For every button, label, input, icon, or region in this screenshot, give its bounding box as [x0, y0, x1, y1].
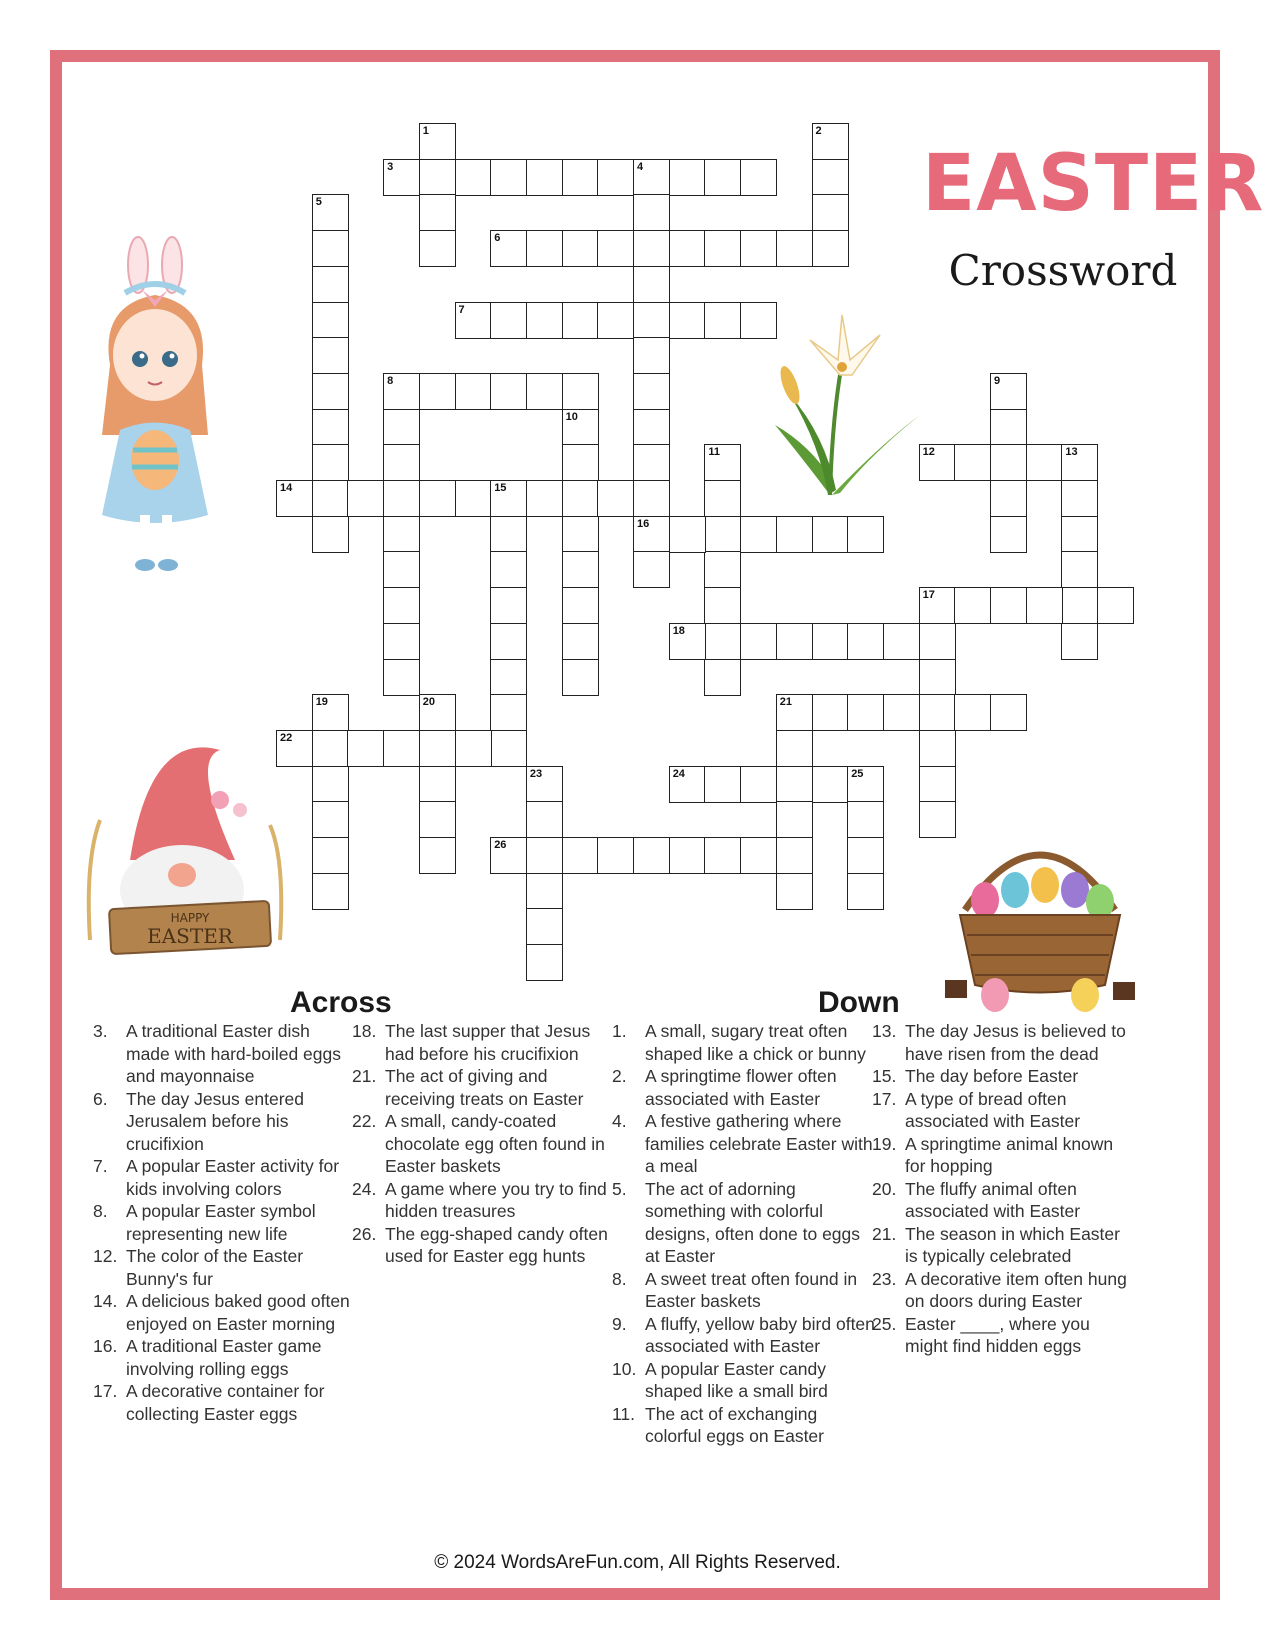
clue-item-text: A popular Easter symbol representing new life: [126, 1201, 316, 1244]
grid-cell[interactable]: [633, 337, 670, 374]
grid-cell[interactable]: [704, 551, 741, 588]
clue-item-number: 26.: [352, 1223, 377, 1244]
clue-item: [872, 1088, 1137, 1133]
grid-cell[interactable]: [490, 730, 527, 767]
grid-cell[interactable]: [704, 302, 741, 339]
clue-item-text: A small, sugary treat often shaped like a chick or bunny: [645, 1021, 866, 1064]
grid-cell[interactable]: [704, 516, 741, 553]
grid-cell[interactable]: [990, 480, 1027, 517]
grid-cell[interactable]: [1061, 551, 1098, 588]
grid-cell[interactable]: [526, 373, 563, 410]
clue-number: 21: [779, 696, 793, 709]
clue-item: [872, 1065, 1137, 1088]
clue-item-number: 14.: [93, 1291, 118, 1311]
grid-cell[interactable]: [383, 409, 420, 446]
clue-number: 15: [494, 482, 507, 494]
grid-cell[interactable]: [562, 551, 599, 588]
clue-item-number: 8.: [612, 1268, 627, 1289]
clue-item-text: The act of adorning something with colorful designs, often done to eggs at Easter: [645, 1178, 861, 1266]
grid-cell[interactable]: [490, 587, 527, 624]
clue-number: 20: [422, 696, 436, 709]
clue-item-number: 12.: [93, 1246, 118, 1266]
page-subtitle: Crossword: [948, 246, 1178, 295]
grid-cell[interactable]: [954, 587, 991, 624]
clue-item-text: The color of the Easter Bunny's fur: [126, 1246, 304, 1289]
clue-item-number: 15.: [872, 1066, 897, 1086]
clue-item-text: The day before Easter: [905, 1066, 1079, 1086]
grid-cell[interactable]: [633, 551, 670, 588]
clue-item-text: A springtime animal known for hopping: [905, 1133, 1114, 1176]
clue-item: [93, 1380, 358, 1425]
clue-number: 14: [280, 482, 293, 494]
grid-cell[interactable]: [847, 623, 884, 660]
grid-cell[interactable]: [597, 837, 634, 874]
clue-item-text: A popular Easter candy shaped like a small bird: [645, 1358, 828, 1401]
clue-item: [93, 1155, 358, 1200]
grid-cell[interactable]: [490, 159, 527, 196]
clue-item-text: A fluffy, yellow baby bird often associated with Easter: [645, 1313, 875, 1356]
clue-item-number: 5.: [612, 1178, 627, 1199]
grid-cell[interactable]: [526, 873, 563, 910]
grid-cell[interactable]: [776, 623, 813, 660]
grid-cell[interactable]: [526, 480, 563, 517]
grid-cell[interactable]: [383, 659, 420, 696]
grid-cell[interactable]: [562, 659, 599, 696]
grid-cell[interactable]: [990, 587, 1027, 624]
grid-cell[interactable]: [312, 337, 349, 374]
grid-cell[interactable]: [919, 730, 956, 767]
grid-cell[interactable]: [1061, 516, 1098, 553]
grid-cell[interactable]: [633, 302, 670, 339]
grid-cell[interactable]: [919, 766, 956, 803]
clue-item: [93, 1290, 358, 1335]
lily-flower-illustration: [770, 305, 920, 500]
grid-cell[interactable]: [847, 801, 884, 838]
grid-cell[interactable]: [526, 230, 563, 267]
grid-cell[interactable]: [490, 694, 527, 731]
clue-item-text: A sweet treat often found in Easter baskets: [645, 1268, 858, 1311]
clue-item-text: The day Jesus is believed to have risen from the dead: [905, 1021, 1126, 1064]
grid-cell[interactable]: [740, 837, 777, 874]
grid-cell[interactable]: [490, 302, 527, 339]
grid-cell[interactable]: [490, 373, 527, 410]
grid-cell[interactable]: [1026, 587, 1063, 624]
clue-item-number: 17.: [872, 1088, 897, 1109]
grid-cell[interactable]: [526, 944, 563, 981]
clue-item-text: The season in which Easter is typically celebrated: [905, 1223, 1120, 1266]
grid-cell[interactable]: [312, 873, 349, 910]
grid-cell[interactable]: [312, 302, 349, 339]
clue-item: [352, 1065, 617, 1110]
grid-cell[interactable]: [776, 730, 813, 767]
grid-cell[interactable]: [419, 159, 456, 196]
clue-item-number: 23.: [872, 1268, 897, 1289]
grid-cell[interactable]: [847, 873, 884, 910]
clue-item-text: A small, candy-coated chocolate egg often found in Easter baskets: [385, 1111, 605, 1176]
grid-cell[interactable]: [419, 230, 456, 267]
grid-cell[interactable]: [812, 694, 849, 731]
clue-item: [352, 1110, 617, 1178]
grid-cell[interactable]: [383, 444, 420, 481]
grid-cell[interactable]: [633, 194, 670, 231]
clue-item: [612, 1313, 877, 1358]
clue-item-number: 6.: [93, 1088, 108, 1109]
clue-item-number: 11.: [612, 1403, 636, 1424]
clue-item-number: 8.: [93, 1201, 108, 1221]
clue-item: [93, 1020, 358, 1088]
grid-cell[interactable]: [776, 801, 813, 838]
grid-cell[interactable]: [490, 659, 527, 696]
grid-cell[interactable]: [312, 480, 349, 517]
grid-cell[interactable]: [669, 837, 706, 874]
grid-cell[interactable]: [562, 623, 599, 660]
grid-cell[interactable]: [704, 659, 741, 696]
clue-item: [612, 1020, 877, 1065]
grid-cell[interactable]: [419, 480, 456, 517]
grid-cell[interactable]: [990, 444, 1027, 481]
down-clues-column-2: [872, 1020, 1137, 1358]
clue-number: 24: [672, 767, 685, 780]
grid-cell[interactable]: [312, 230, 349, 267]
grid-cell[interactable]: [776, 516, 813, 553]
grid-cell[interactable]: [419, 373, 456, 410]
grid-cell[interactable]: [1061, 587, 1098, 624]
grid-cell[interactable]: [562, 230, 599, 267]
grid-cell[interactable]: [383, 730, 420, 767]
grid-cell[interactable]: [526, 302, 563, 339]
clue-item-number: 1.: [612, 1021, 627, 1041]
clue-item: [872, 1133, 1137, 1178]
grid-cell[interactable]: [669, 516, 706, 553]
clue-item: [352, 1020, 617, 1065]
grid-cell[interactable]: [562, 480, 599, 517]
grid-cell[interactable]: [419, 837, 456, 874]
clue-item: [612, 1110, 877, 1178]
grid-cell[interactable]: [1026, 444, 1063, 481]
grid-cell[interactable]: [669, 159, 706, 196]
grid-cell[interactable]: [990, 694, 1027, 731]
grid-cell[interactable]: [347, 730, 384, 767]
grid-cell[interactable]: [526, 801, 563, 838]
grid-cell[interactable]: [562, 373, 599, 410]
grid-cell[interactable]: [740, 230, 777, 267]
grid-cell[interactable]: [704, 480, 741, 517]
clue-item-text: The act of exchanging colorful eggs on Easter: [645, 1403, 824, 1446]
clue-number: 6: [494, 232, 501, 245]
grid-cell[interactable]: [562, 516, 599, 553]
grid-cell[interactable]: [812, 766, 849, 803]
clue-number: 4: [637, 160, 644, 173]
grid-cell[interactable]: [812, 194, 849, 231]
clue-item-text: The act of giving and receiving treats on Easter: [385, 1066, 584, 1109]
grid-cell[interactable]: [1061, 623, 1098, 660]
clue-item: [93, 1088, 358, 1156]
grid-cell[interactable]: [954, 694, 991, 731]
clue-item-text: A springtime flower often associated with Easter: [645, 1066, 837, 1109]
grid-cell[interactable]: [704, 587, 741, 624]
clue-item-text: A festive gathering where families celebrate Easter with a meal: [645, 1111, 873, 1176]
clue-number: 13: [1065, 446, 1078, 459]
grid-cell[interactable]: [312, 766, 349, 803]
clue-item-number: 25.: [872, 1313, 897, 1334]
grid-cell[interactable]: [419, 194, 456, 231]
clue-item: [612, 1403, 877, 1448]
grid-cell[interactable]: [455, 373, 492, 410]
clue-item: [612, 1358, 877, 1403]
grid-cell[interactable]: [633, 837, 670, 874]
clue-item-number: 19.: [872, 1133, 897, 1154]
grid-cell[interactable]: [633, 444, 670, 481]
clue-item-number: 21.: [352, 1066, 377, 1086]
grid-cell[interactable]: [812, 230, 849, 267]
grid-cell[interactable]: [383, 480, 420, 517]
clue-item: [352, 1178, 617, 1223]
clue-item-text: The egg-shaped candy often used for Easter egg hunts: [385, 1223, 608, 1266]
across-clues-column-2: [352, 1020, 617, 1268]
grid-cell[interactable]: [419, 766, 456, 803]
grid-cell[interactable]: [383, 587, 420, 624]
clue-item-number: 20.: [872, 1178, 897, 1199]
grid-cell[interactable]: [740, 623, 777, 660]
grid-cell[interactable]: [919, 659, 956, 696]
grid-cell[interactable]: [312, 801, 349, 838]
clue-item: [872, 1020, 1137, 1065]
clue-item-text: Easter ____, where you might find hidden eggs: [905, 1313, 1090, 1356]
grid-cell[interactable]: [847, 516, 884, 553]
grid-cell[interactable]: [633, 266, 670, 303]
clue-item-number: 17.: [93, 1381, 118, 1401]
clue-number: 11: [708, 446, 721, 459]
bunny-girl-illustration: [90, 235, 220, 585]
clue-number: 26: [494, 839, 507, 851]
clue-item-number: 18.: [352, 1021, 377, 1041]
clue-item-text: A decorative container for collecting Easter eggs: [126, 1381, 325, 1424]
grid-cell[interactable]: [812, 516, 849, 553]
grid-cell[interactable]: [669, 230, 706, 267]
grid-cell[interactable]: [633, 230, 670, 267]
across-heading: Across: [290, 986, 392, 1019]
clue-item-number: 3.: [93, 1021, 108, 1041]
grid-cell[interactable]: [776, 873, 813, 910]
clue-item-number: 9.: [612, 1313, 627, 1334]
clue-number: 16: [637, 517, 650, 530]
clue-item: [872, 1313, 1137, 1358]
grid-cell[interactable]: [455, 730, 492, 767]
gnome-illustration: [70, 740, 305, 960]
grid-cell[interactable]: [847, 694, 884, 731]
down-heading: Down: [818, 986, 900, 1019]
clue-item: [352, 1223, 617, 1268]
grid-cell[interactable]: [883, 694, 920, 731]
clue-item-text: A delicious baked good often enjoyed on Easter morning: [126, 1291, 350, 1334]
grid-cell[interactable]: [347, 480, 384, 517]
grid-cell[interactable]: [383, 516, 420, 553]
grid-cell[interactable]: [562, 159, 599, 196]
grid-cell[interactable]: [669, 302, 706, 339]
svg-text:EASTER: EASTER: [147, 924, 233, 948]
grid-cell[interactable]: [633, 409, 670, 446]
clue-number: 5: [315, 196, 322, 209]
clue-number: 1: [422, 125, 429, 137]
grid-cell[interactable]: [704, 837, 741, 874]
grid-cell[interactable]: [847, 837, 884, 874]
copyright-notice: © 2024 WordsAreFun.com, All Rights Reserved.: [434, 1552, 841, 1573]
clue-item-number: 7.: [93, 1156, 108, 1176]
clue-item: [612, 1268, 877, 1313]
grid-cell[interactable]: [812, 623, 849, 660]
grid-cell[interactable]: [526, 908, 563, 945]
clue-number: 3: [387, 160, 394, 173]
grid-cell[interactable]: [990, 409, 1027, 446]
egg-basket-illustration: [935, 820, 1150, 1015]
grid-cell[interactable]: [312, 730, 349, 767]
grid-cell[interactable]: [633, 480, 670, 517]
clue-item: [872, 1223, 1137, 1268]
grid-cell[interactable]: [919, 694, 956, 731]
clue-item-text: The fluffy animal often associated with Easter: [905, 1178, 1081, 1221]
clue-number: 18: [672, 624, 685, 637]
grid-cell[interactable]: [704, 230, 741, 267]
clue-item-text: A traditional Easter dish made with hard-boiled eggs and mayonnaise: [126, 1021, 341, 1086]
clue-number: 12: [922, 446, 935, 459]
clue-item: [93, 1245, 358, 1290]
grid-cell[interactable]: [312, 373, 349, 410]
clue-item-number: 22.: [352, 1111, 377, 1131]
grid-cell[interactable]: [740, 516, 777, 553]
grid-cell[interactable]: [883, 623, 920, 660]
grid-cell[interactable]: [597, 159, 634, 196]
clue-item-text: The day Jesus entered Jerusalem before his crucifixion: [126, 1088, 305, 1154]
clue-item: [612, 1178, 877, 1268]
grid-cell[interactable]: [526, 159, 563, 196]
grid-cell[interactable]: [740, 159, 777, 196]
svg-text:HAPPY: HAPPY: [170, 911, 210, 925]
clue-item-text: A game where you try to find hidden treasures: [385, 1178, 607, 1221]
clue-item-text: A popular Easter activity for kids involving colors: [126, 1156, 340, 1199]
grid-cell[interactable]: [812, 159, 849, 196]
grid-cell[interactable]: [455, 480, 492, 517]
clue-item-number: 10.: [612, 1358, 637, 1379]
grid-cell[interactable]: [597, 480, 634, 517]
grid-cell[interactable]: [312, 516, 349, 553]
clue-number: 10: [565, 410, 578, 423]
grid-cell[interactable]: [990, 516, 1027, 553]
grid-cell[interactable]: [490, 623, 527, 660]
grid-cell[interactable]: [490, 551, 527, 588]
grid-cell[interactable]: [455, 159, 492, 196]
grid-cell[interactable]: [383, 623, 420, 660]
clue-number: 7: [458, 303, 465, 316]
grid-cell[interactable]: [490, 516, 527, 553]
clue-number: 22: [280, 731, 293, 744]
clue-item-text: A traditional Easter game involving rolling eggs: [126, 1336, 322, 1379]
grid-cell[interactable]: [633, 373, 670, 410]
clue-number: 23: [529, 767, 543, 780]
grid-cell[interactable]: [704, 623, 741, 660]
grid-cell[interactable]: [919, 623, 956, 660]
grid-cell[interactable]: [312, 837, 349, 874]
clue-item-number: 13.: [872, 1021, 897, 1041]
clue-item-text: A decorative item often hung on doors during Easter: [905, 1268, 1127, 1311]
grid-cell[interactable]: [1061, 480, 1098, 517]
clue-number: 2: [815, 125, 822, 137]
clue-item-text: The last supper that Jesus had before his crucifixion: [385, 1021, 591, 1064]
grid-cell[interactable]: [776, 837, 813, 874]
clue-number: 25: [851, 767, 864, 780]
grid-cell[interactable]: [776, 230, 813, 267]
clue-number: 8: [387, 374, 394, 387]
grid-cell[interactable]: [312, 266, 349, 303]
grid-cell[interactable]: [526, 837, 563, 874]
clue-item-text: A type of bread often associated with Easter: [905, 1088, 1081, 1131]
grid-cell[interactable]: [562, 587, 599, 624]
page-title: EASTER: [922, 139, 1265, 229]
grid-cell[interactable]: [383, 551, 420, 588]
grid-cell[interactable]: [776, 766, 813, 803]
grid-cell[interactable]: [562, 837, 599, 874]
across-clues-column-1: [93, 1020, 358, 1425]
grid-cell[interactable]: [704, 766, 741, 803]
grid-cell[interactable]: [954, 444, 991, 481]
grid-cell[interactable]: [1097, 587, 1134, 624]
grid-cell[interactable]: [419, 730, 456, 767]
clue-item: [93, 1335, 358, 1380]
grid-cell[interactable]: [312, 444, 349, 481]
clue-item-number: 21.: [872, 1223, 897, 1244]
clue-item-number: 2.: [612, 1066, 627, 1086]
clue-item: [93, 1200, 358, 1245]
clue-item: [872, 1178, 1137, 1223]
grid-cell[interactable]: [740, 766, 777, 803]
grid-cell[interactable]: [562, 444, 599, 481]
grid-cell[interactable]: [312, 409, 349, 446]
grid-cell[interactable]: [419, 801, 456, 838]
clue-item-number: 4.: [612, 1111, 627, 1131]
down-clues-column-1: [612, 1020, 877, 1448]
clue-item-number: 16.: [93, 1336, 118, 1356]
grid-cell[interactable]: [597, 230, 634, 267]
clue-item: [612, 1065, 877, 1110]
clue-number: 17: [922, 589, 935, 602]
clue-item: [872, 1268, 1137, 1313]
clue-number: 19: [315, 696, 328, 709]
grid-cell[interactable]: [704, 159, 741, 196]
clue-number: 9: [994, 374, 1001, 387]
grid-cell[interactable]: [562, 302, 599, 339]
grid-cell[interactable]: [597, 302, 634, 339]
clue-item-number: 24.: [352, 1178, 377, 1199]
